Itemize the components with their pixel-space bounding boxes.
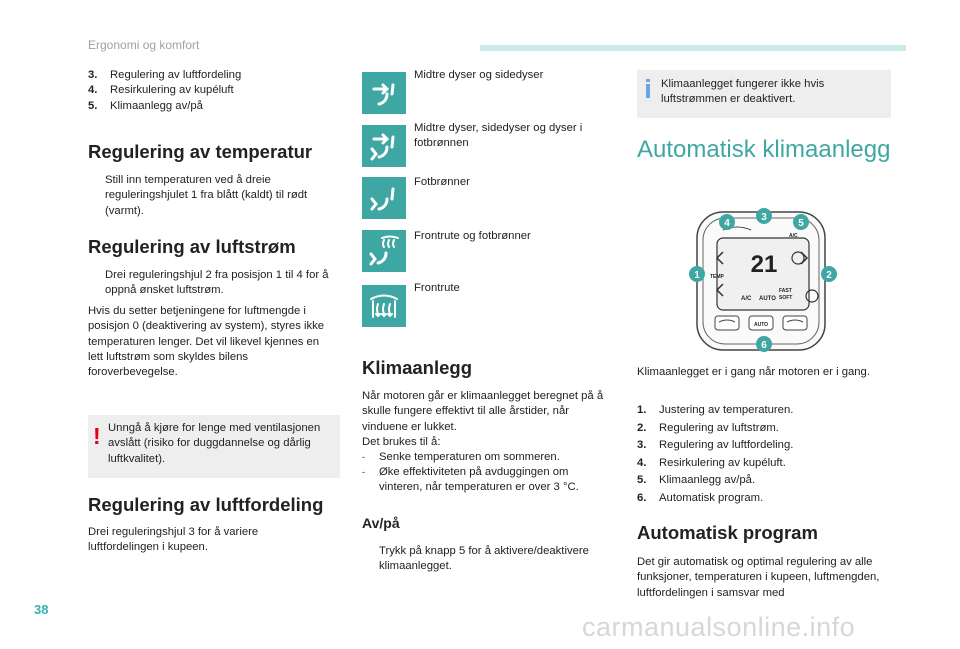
flow-heading: Regulering av luftstrøm xyxy=(88,236,296,257)
ac-use-item: - Øke effektiviteten på avduggingen om vinteren, når temperaturen er over 3 °C. xyxy=(362,466,579,494)
info-text: Klimaanlegget fungerer ikke hvis luftstrømmen er deaktivert. xyxy=(661,78,825,106)
panel-ac-top-label: A/C xyxy=(789,233,798,239)
panel-ac-label: A/C xyxy=(741,296,752,302)
bullet-icon xyxy=(88,268,105,299)
page-number: 38 xyxy=(34,602,49,617)
list-item: 1. Justering av temperaturen. xyxy=(637,404,794,416)
flow-bullet: Drei reguleringshjul 2 fra posisjon 1 til 4 for å oppnå ønsket luftstrøm. xyxy=(88,268,340,299)
dist-heading: Regulering av luftfordeling xyxy=(88,494,324,515)
dist-paragraph: Drei reguleringshjul 3 for å variere luftfordelingen i kupeen. xyxy=(88,526,259,554)
panel-auto-label: AUTO xyxy=(759,296,776,302)
list-item: 6. Automatisk program. xyxy=(637,491,764,504)
climate-panel-diagram xyxy=(677,204,847,356)
list-item: 3. Regulering av luftfordeling. xyxy=(637,439,794,451)
warning-box xyxy=(88,415,340,478)
windscreen-feet-icon xyxy=(362,230,406,272)
panel-soft-label: SOFT xyxy=(779,295,793,301)
face-vent-icon xyxy=(362,72,406,114)
panel-caption: Klimaanlegget er i gang når motoren er i gang. xyxy=(637,366,870,378)
flow-paragraph: Hvis du setter betjeningene for luftmengde i posisjon 0 (deaktivering av system), styres ikke temperaturen lenger. Det vil likevel kjennes en lett luftstrøm som skyldes bilens foroverbevegelse. xyxy=(88,305,325,379)
temp-bullet: Still inn temperaturen ved å dreie reguleringshjulet 1 fra blått (kaldt) til rødt (varmt). xyxy=(88,173,340,219)
bullet-icon xyxy=(362,544,379,575)
auto-program-paragraph: Det gir automatisk og optimal regulering av alle funksjoner, temperaturen i kupeen, luftmengden, luftfordelingen i samsvar med xyxy=(637,556,880,599)
info-icon xyxy=(646,79,650,82)
list-item: 4. Resirkulering av kupéluft xyxy=(88,84,234,97)
ac-use-item: - Senke temperaturen om sommeren. xyxy=(362,451,560,463)
warning-icon: ! xyxy=(93,423,101,449)
warning-text: Unngå å kjøre for lenge med ventilasjonen avslått (risiko for duggdannelse og dårlig luftkvalitet). xyxy=(108,422,321,465)
vent-label: Fotbrønner xyxy=(414,176,470,188)
auto-climate-heading: Automatisk klimaanlegg xyxy=(637,136,891,163)
header-bar xyxy=(480,45,906,51)
feet-vent-icon xyxy=(362,177,406,219)
vent-label: Midtre dyser og sidedyser xyxy=(414,69,544,81)
callout-4: 4 xyxy=(724,218,730,229)
list-item: 5. Klimaanlegg av/på. xyxy=(637,474,756,486)
panel-temp-label: TEMP xyxy=(710,274,724,280)
section-header: Ergonomi og komfort xyxy=(88,38,200,52)
info-icon-stem xyxy=(646,84,650,98)
callout-2: 2 xyxy=(826,270,832,281)
onoff-bullet: Trykk på knapp 5 for å aktivere/deaktivere klimaanlegget. xyxy=(362,544,612,575)
vent-label: Frontrute xyxy=(414,282,460,294)
temp-heading: Regulering av temperatur xyxy=(88,141,313,162)
panel-display: 21 xyxy=(750,251,778,278)
onoff-heading: Av/på xyxy=(362,515,400,531)
component-list-top xyxy=(88,68,348,114)
panel-auto-button-label: AUTO xyxy=(754,322,769,328)
ac-paragraph: Når motoren går er klimaanlegget beregnet på å skulle fungere effektivt til alle årstider, når vinduene er lukket. xyxy=(362,390,604,433)
callout-3: 3 xyxy=(761,212,767,223)
component-list xyxy=(637,402,887,507)
bullet-icon xyxy=(88,173,105,219)
list-item: 4. Resirkulering av kupéluft. xyxy=(637,456,786,469)
callout-1: 1 xyxy=(694,270,700,281)
panel-fast-label: FAST xyxy=(779,288,792,294)
ac-uses-intro: Det brukes til å: xyxy=(362,436,441,448)
auto-program-heading: Automatisk program xyxy=(637,522,818,543)
info-box xyxy=(637,70,891,118)
ac-heading: Klimaanlegg xyxy=(362,357,472,378)
list-item: 3. Regulering av luftfordeling xyxy=(88,69,242,81)
face-feet-vent-icon xyxy=(362,125,406,167)
callout-6: 6 xyxy=(761,340,767,351)
vent-label: Midtre dyser, sidedyser og dyser i fotbrønnen xyxy=(414,122,583,150)
callout-5: 5 xyxy=(798,218,804,229)
windscreen-demist-icon xyxy=(362,285,406,327)
list-item: 2. Regulering av luftstrøm. xyxy=(637,421,779,434)
list-item: 5. Klimaanlegg av/på xyxy=(88,99,203,112)
watermark: carmanualsonline.info xyxy=(582,612,856,642)
vent-label: Frontrute og fotbrønner xyxy=(414,230,531,242)
